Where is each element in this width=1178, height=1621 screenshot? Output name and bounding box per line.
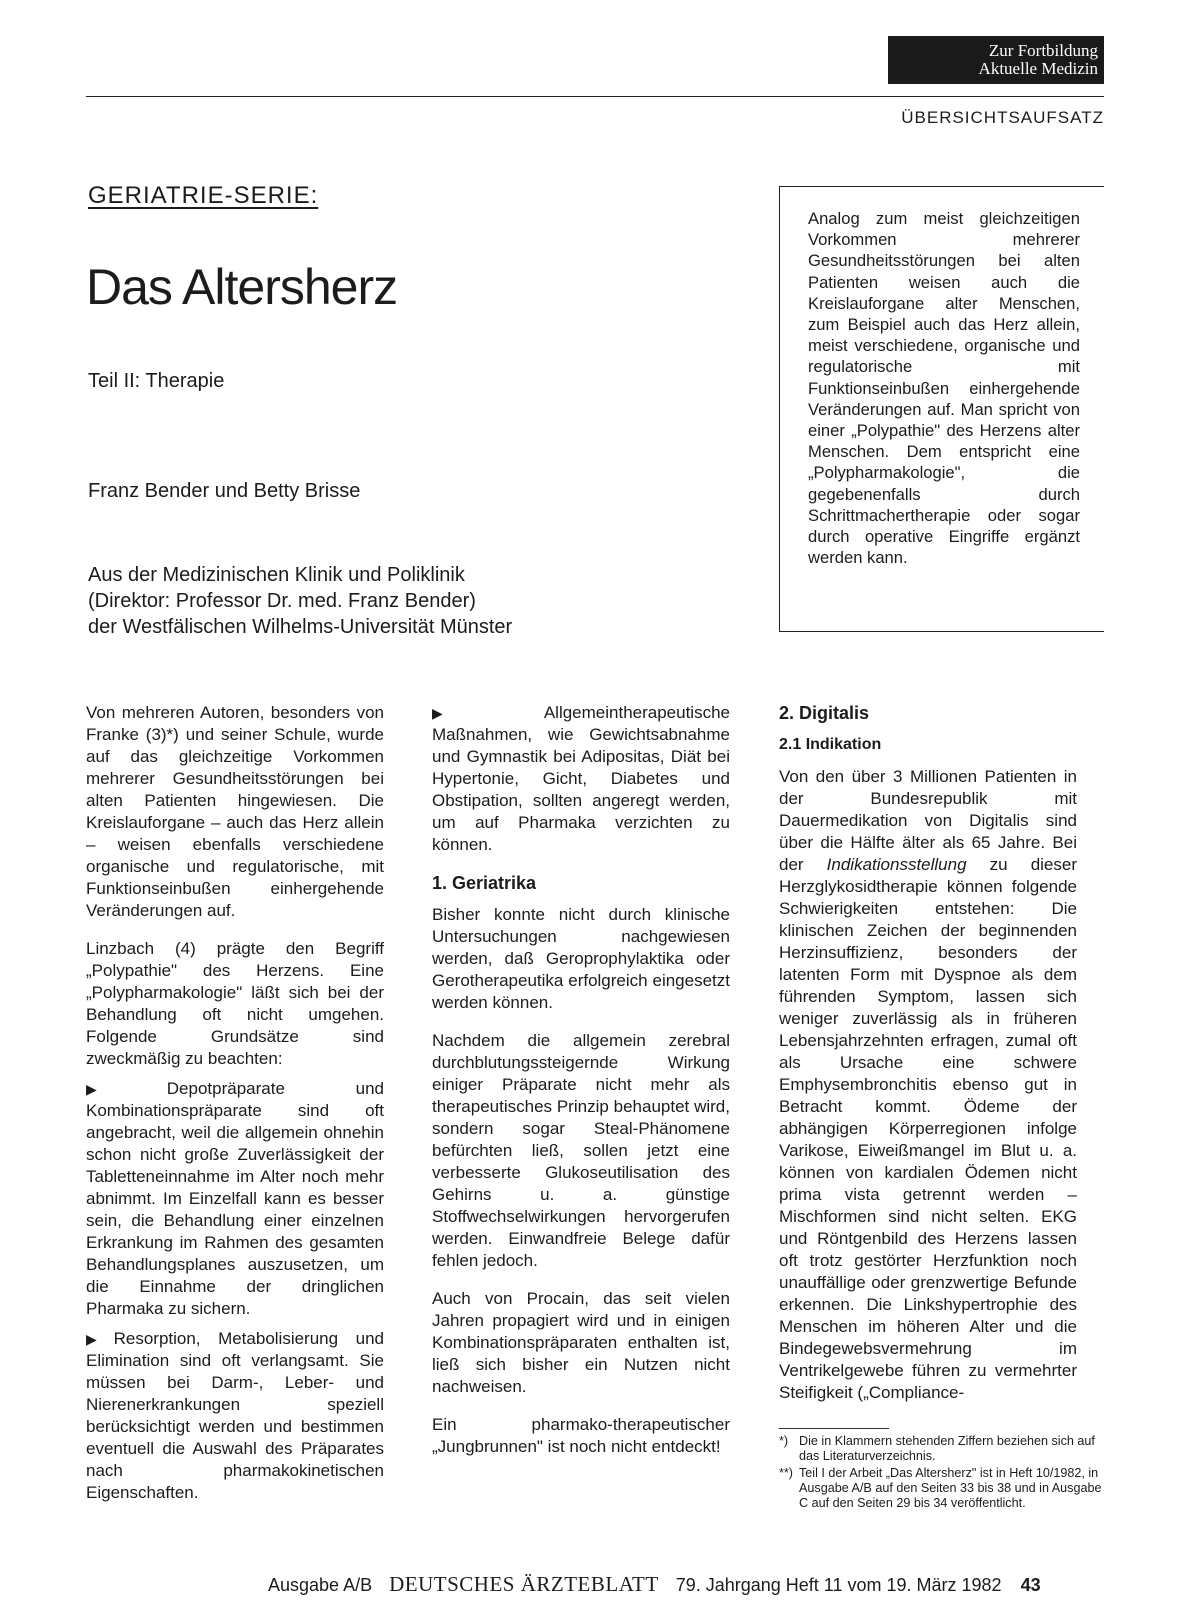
header-rule <box>86 96 1104 97</box>
paragraph-text: zu dieser Herzglykosidtherapie können folgende Schwierigkeiten entstehen: Die klinischen Zeichen der beginnenden Herzinsuffizienz, besonders der latenten Form mit Dyspnoe als dem führenden Symptom, lassen sich weniger zuverlässig als in früheren Lebensjahrzehnten erfragen, zumal oft als Ursache eine schwere Emphysembronchitis ebenso gut in Betracht kommt. Ödeme der abhängigen Körperregionen infolge Varikose, Eiweißmangel im Blut u. a. können von kardialen Ödemen nicht prima vista getrennt werden – Mischformen sind nicht selten. EKG und Röntgenbild des Herzens lassen oft trotz gestörter Herzfunktion noch unauffällige oder grenzwertige Befunde erkennen. Die Linkshypertrophie des Menschen im höheren Alter und die Bindegewebsvermehrung im Ventrikelgewebe führen zu vermehrter Steifigkeit („Compliance- <box>779 855 1077 1402</box>
triangle-bullet-icon: ▶ <box>86 1331 110 1347</box>
paragraph: Auch von Procain, das seit vielen Jahren propagiert wird und in einigen Kombinationspräparaten enthalten ist, ließ sich bisher ein Nutzen nicht nachweisen. <box>432 1289 730 1396</box>
footer-issue: 79. Jahrgang Heft 11 vom 19. März 1982 <box>675 1575 1002 1595</box>
article-authors: Franz Bender und Betty Brisse <box>88 480 361 502</box>
affiliation-line: der Westfälischen Wilhelms-Universität Münster <box>88 616 513 638</box>
triangle-bullet-icon: ▶ <box>432 705 540 721</box>
footnote-text: Teil I der Arbeit „Das Altersherz" ist in Heft 10/1982, in Ausgabe A/B auf den Seiten 33 bis 38 und in Ausgabe C auf den Seiten 29 bis 34 veröffentlicht. <box>799 1466 1102 1510</box>
bullet-item <box>86 1078 384 1320</box>
footer-journal: DEUTSCHES ÄRZTEBLATT <box>389 1572 659 1596</box>
text-column-2 <box>432 702 730 1474</box>
paragraph: Nachdem die allgemein zerebral durchblutungssteigernde Wirkung einiger Präparate nicht mehr als therapeutisches Prinzip behauptet wird, sondern sogar Steal-Phänomene befürchten ließ, sollen jetzt eine verbesserte Glukoseutilisation des Gehirns u. a. günstige Stoffwechselwirkungen hervorgerufen werden. Einwandfreie Belege dafür fehlen jedoch. <box>432 1031 730 1270</box>
paragraph-text: Von den über 3 Millionen Patienten in der Bundesrepublik mit Dauermedikation von Digitalis sind über die Hälfte älter als 65 Jahre. Bei der <box>779 767 1077 874</box>
triangle-bullet-icon: ▶ <box>86 1081 163 1097</box>
bullet-text: Depotpräparate und Kombinationspräparate sind oft angebracht, weil die allgemein ohnehin schon nicht große Zuverlässigkeit der Tabletteneinnahme im Alter noch mehr abnimmt. Im Einzelfall kann es besser sein, die Behandlung einer einzelnen Erkrankung im Rahmen des gesamten Behandlungsplanes auszusetzen, um die Einnahme der dringlichen Pharmaka zu sichern. <box>86 1079 384 1318</box>
page-number: 43 <box>1020 1575 1041 1595</box>
footnote-mark: *) <box>779 1434 789 1448</box>
paragraph: Bisher konnte nicht durch klinische Untersuchungen nachgewiesen werden, daß Geroprophylaktika oder Gerotherapeutika erfolgreich eingesetzt werden können. <box>432 905 730 1012</box>
bullet-text: Allgemeintherapeutische Maßnahmen, wie Gewichtsabnahme und Gymnastik bei Adipositas, Diät bei Hypertonie, Gicht, Diabetes und Obstipation, sollten angeregt werden, um auf Pharmaka verzichten zu können. <box>432 703 730 854</box>
paragraph: Von mehreren Autoren, besonders von Franke (3)*) und seiner Schule, wurde auf das gleichzeitige Vorkommen mehrerer Gesundheitsstörungen bei alten Patienten hingewiesen. Die Kreislauforgane – auch das Herz allein – weisen ebenfalls verschiedene organische und regulatorische, mit Funktionseinbußen einhergehende Veränderungen auf. <box>86 703 384 920</box>
section-heading: 1. Geriatrika <box>432 873 537 893</box>
article-subtitle: Teil II: Therapie <box>88 370 225 392</box>
text-column-1 <box>86 702 384 1520</box>
section-tag-line1: Zur Fortbildung <box>988 41 1098 60</box>
article-affiliation <box>88 562 512 640</box>
bullet-item <box>86 1328 384 1504</box>
article-title: Das Altersherz <box>86 259 398 315</box>
paragraph: Ein pharmako-therapeutischer „Jungbrunnen" ist noch nicht entdeckt! <box>432 1415 730 1456</box>
series-label: GERIATRIE-SERIE: <box>88 182 319 209</box>
footnote-rule <box>779 1428 889 1429</box>
section-heading: 2. Digitalis <box>779 703 870 723</box>
footnote-text: Die in Klammern stehenden Ziffern beziehen sich auf das Literaturverzeichnis. <box>799 1434 1095 1463</box>
text-column-3 <box>779 702 1077 1420</box>
footnotes <box>779 1434 1104 1513</box>
page-footer <box>268 1572 1041 1597</box>
article-category: ÜBERSICHTSAUFSATZ <box>901 108 1104 127</box>
footnote <box>779 1434 1104 1464</box>
bullet-item <box>432 702 730 856</box>
affiliation-line: (Direktor: Professor Dr. med. Franz Bender) <box>88 590 476 612</box>
affiliation-line: Aus der Medizinischen Klinik und Poliklinik <box>88 564 465 586</box>
emphasized-term: Indikationsstellung <box>826 855 967 874</box>
section-tag <box>888 36 1104 84</box>
footer-edition: Ausgabe A/B <box>268 1575 373 1595</box>
paragraph <box>779 766 1077 1404</box>
abstract-text: Analog zum meist gleichzeitigen Vorkommen mehrerer Gesundheitsstörungen bei alten Patienten weisen auch die Kreislauforgane alter Menschen, zum Beispiel auch das Herz allein, meist verschiedene, organische und regulatorische mit Funktionseinbußen einhergehende Veränderungen auf. Man spricht von einer „Polypathie" des Herzens alter Menschen. Dem entspricht eine „Polypharmakologie", die gegebenenfalls durch Schrittmachertherapie oder sogar durch operative Eingriffe ergänzt werden kann. <box>808 209 1080 568</box>
section-tag-line2: Aktuelle Medizin <box>978 59 1098 78</box>
paragraph: Linzbach (4) prägte den Begriff „Polypathie" des Herzens. Eine „Polypharmakologie" läßt sich bei der Behandlung oft nicht umgehen. Folgende Grundsätze sind zweckmäßig zu beachten: <box>86 939 384 1068</box>
subsection-heading: 2.1 Indikation <box>779 736 882 753</box>
footnote <box>779 1466 1104 1511</box>
footnote-mark: **) <box>779 1466 793 1480</box>
bullet-text: Resorption, Metabolisierung und Elimination sind oft verlangsamt. Sie müssen bei Darm-, Leber- und Nierenerkrankungen speziell berücksichtigt werden und bestimmen eventuell die Auswahl des Präparates nach pharmakokinetischen Eigenschaften. <box>86 1329 384 1502</box>
